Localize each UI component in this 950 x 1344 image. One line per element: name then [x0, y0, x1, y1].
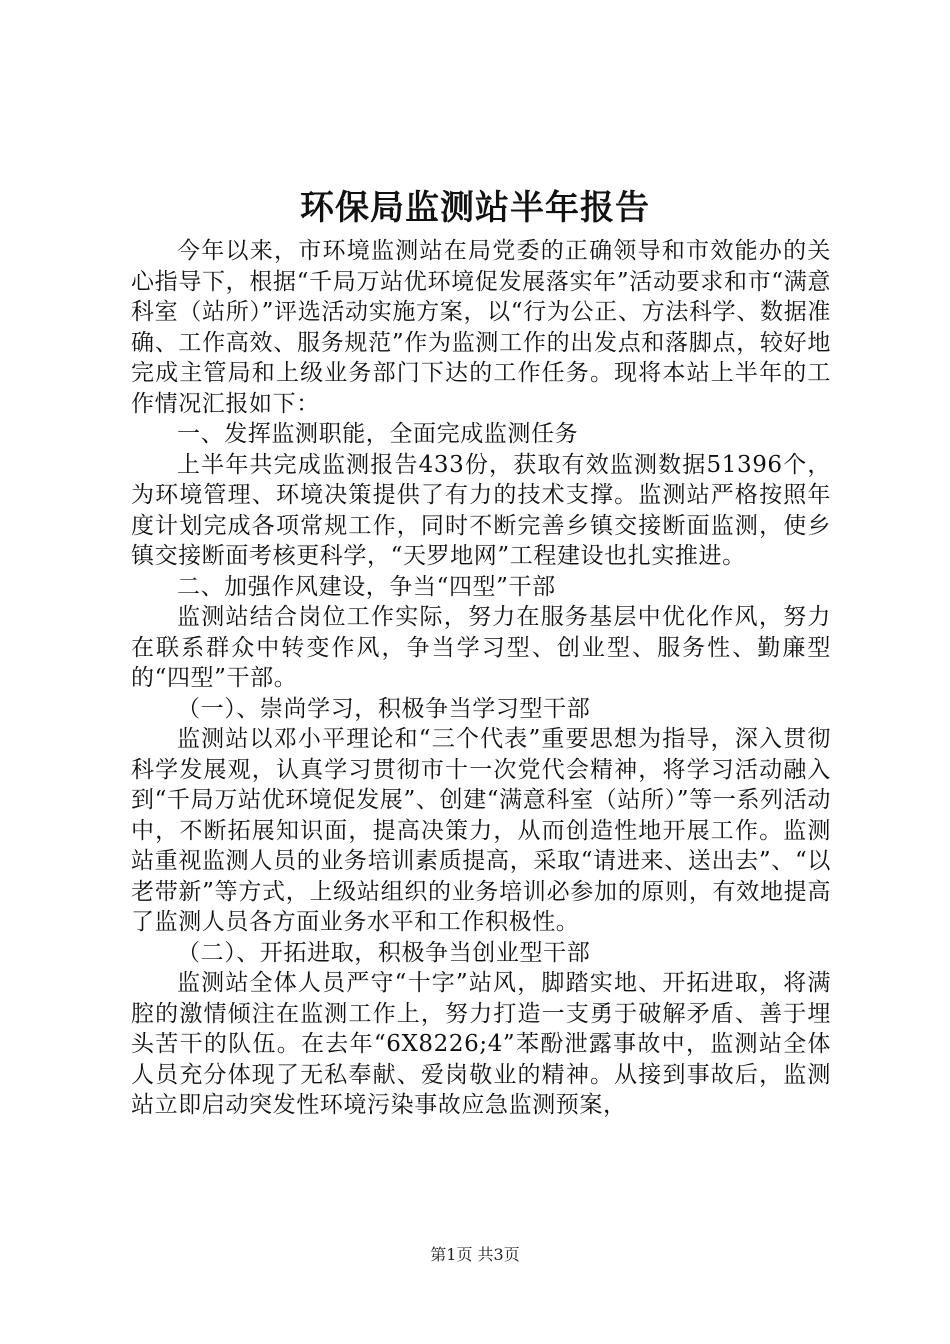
paragraph-style: 监测站结合岗位工作实际，努力在服务基层中优化作风，努力在联系群众中转变作风，争当学习型、创业型、服务性、勤廉型的“四型”干部。 [131, 604, 831, 691]
paragraph-monitoring: 上半年共完成监测报告433份，获取有效监测数据51396个，为环境管理、环境决策提供了有力的技术支撑。监测站严格按照年度计划完成各项常规工作，同时不断完善乡镇交接断面监测，使乡镇交接断面考核更科学，“天罗地网”工程建设也扎实推进。 [131, 451, 831, 569]
paragraph-learning: 监测站以邓小平理论和“三个代表”重要思想为指导，深入贯彻科学发展观，认真学习贯彻市十一次党代会精神，将学习活动融入到“千局万站优环境促发展”、创建“满意科室（站所）”等一系列活动中，不断拓展知识面，提高决策力，从而创造性地开展工作。监测站重视监测人员的业务培训素质提高，采取“请进来、送出去”、“以老带新”等方式，上级站组织的业务培训必参加的原则，有效地提高了监测人员各方面业务水平和工作积极性。 [131, 726, 831, 935]
document-body [131, 236, 831, 1121]
paragraph-intro: 今年以来，市环境监测站在局党委的正确领导和市效能办的关心指导下，根据“千局万站优环境促发展落实年”活动要求和市“满意科室（站所）”评选活动实施方案，以“行为公正、方法科学、数据准确、工作高效、服务规范”作为监测工作的出发点和落脚点，较好地完成主管局和上级业务部门下达的工作任务。现将本站上半年的工作情况汇报如下： [131, 238, 831, 417]
subsection-heading-2: （二）、开拓进取，积极争当创业型干部 [177, 939, 591, 966]
section-heading-2: 二、加强作风建设，争当“四型”干部 [177, 573, 556, 600]
subsection-heading-1: （一）、崇尚学习，积极争当学习型干部 [177, 695, 591, 722]
page-footer: 第1页 共3页 [430, 1245, 520, 1264]
section-heading-1: 一、发挥监测职能，全面完成监测任务 [177, 421, 579, 447]
paragraph-enterprise: 监测站全体人员严守“十字”站风，脚踏实地、开拓进取，将满腔的激情倾注在监测工作上，努力打造一支勇于破解矛盾、善于埋头苦干的队伍。在去年“6X8226;4”苯酚泄露事故中，监测站全体人员充分体现了无私奉献、爱岗敬业的精神。从接到事故后，监测站立即启动突发性环境污染事故应急监测预案， [131, 970, 831, 1118]
document-title: 环保局监测站半年报告 [300, 188, 650, 228]
